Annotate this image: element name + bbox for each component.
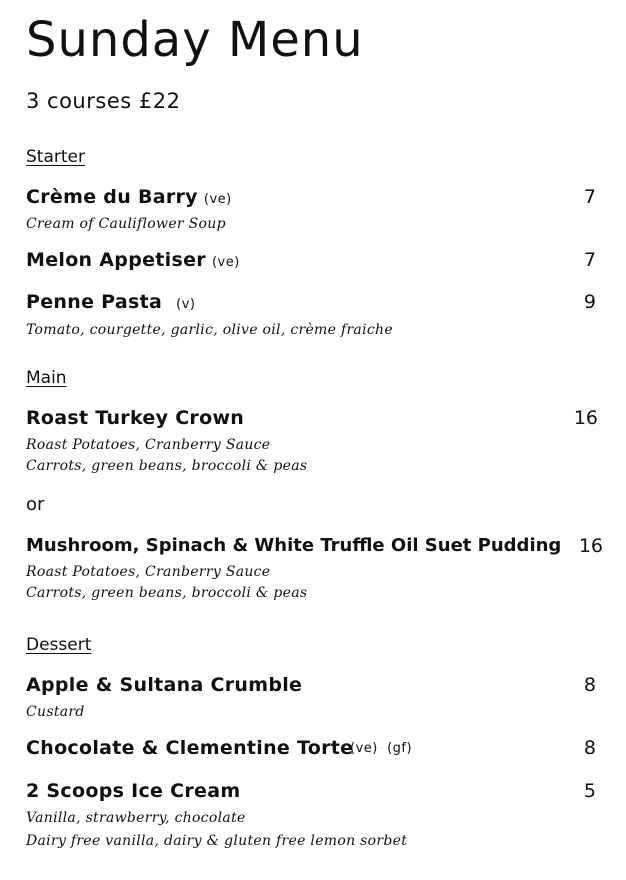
menu-item-name: Roast Turkey Crown <box>26 407 245 429</box>
menu-subtitle: 3 courses £22 <box>26 89 181 113</box>
menu-item-price: 9 <box>583 291 596 313</box>
menu-item-description: Custard <box>26 704 85 720</box>
dietary-tag: (ve) <box>211 255 240 270</box>
menu-item-description: Cream of Cauliflower Soup <box>26 216 226 232</box>
menu-item-name: 2 Scoops Ice Cream <box>26 780 241 802</box>
dietary-tags <box>350 741 412 756</box>
section-heading-dessert: Dessert <box>26 635 92 655</box>
item-name-text: Melon Appetiser <box>26 249 206 271</box>
dietary-tag: (ve) <box>350 741 378 756</box>
menu-title: Sunday Menu <box>26 12 364 68</box>
menu-item-description: Roast Potatoes, Cranberry Sauce <box>26 437 271 453</box>
dietary-tag: (v) <box>176 297 196 312</box>
menu-item-price: 5 <box>583 780 596 802</box>
section-heading-main: Main <box>26 368 67 388</box>
menu-item-name <box>26 249 240 271</box>
menu-item-description: Carrots, green beans, broccoli & peas <box>26 458 308 474</box>
menu-item-price: 16 <box>573 407 598 429</box>
menu-item-name: Apple & Sultana Crumble <box>26 674 303 696</box>
menu-item-name <box>26 291 195 313</box>
menu-item-description: Tomato, courgette, garlic, olive oil, crème fraiche <box>26 322 393 338</box>
menu-item-price: 16 <box>578 535 603 557</box>
section-heading-starter: Starter <box>26 147 85 167</box>
dietary-tag: (gf) <box>387 741 413 756</box>
menu-item-description: Vanilla, strawberry, chocolate <box>26 810 246 826</box>
menu-item-price: 8 <box>583 674 596 696</box>
menu-item-name: Mushroom, Spinach & White Truffle Oil Suet Pudding <box>26 535 562 556</box>
menu-item-price: 7 <box>583 186 596 208</box>
menu-item-name <box>26 186 232 208</box>
menu-item-name: Chocolate & Clementine Torte <box>26 737 354 759</box>
dietary-tag: (ve) <box>203 192 232 207</box>
item-name-text: Crème du Barry <box>26 186 198 208</box>
menu-item-description: Carrots, green beans, broccoli & peas <box>26 585 308 601</box>
item-name-text: Penne Pasta <box>26 291 163 313</box>
menu-item-description: Dairy free vanilla, dairy & gluten free lemon sorbet <box>26 833 408 849</box>
menu-item-price: 7 <box>583 249 596 271</box>
or-separator: or <box>26 494 45 515</box>
menu-item-price: 8 <box>583 737 596 759</box>
menu-item-description: Roast Potatoes, Cranberry Sauce <box>26 564 271 580</box>
